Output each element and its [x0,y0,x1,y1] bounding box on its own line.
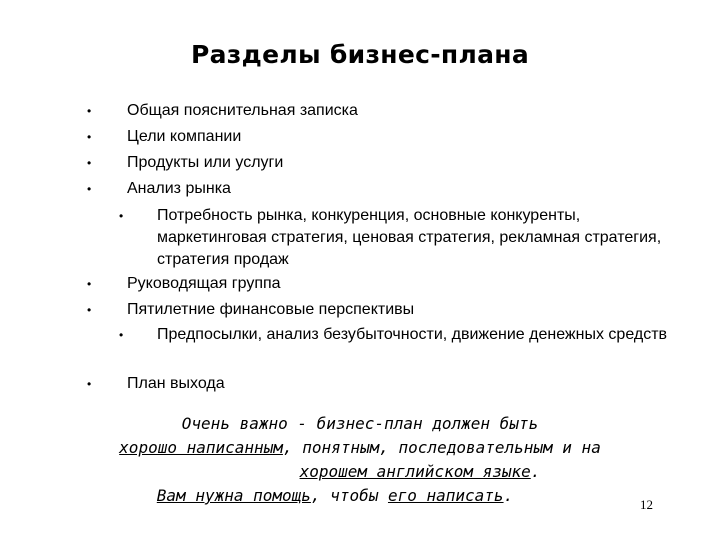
note-line [0,460,720,484]
list-item [87,373,225,395]
bullet-icon: • [87,130,92,144]
note-line [0,436,720,460]
underlined-phrase: его написать [387,486,504,505]
bullet-icon: • [87,156,92,170]
bullet-icon: • [87,277,92,291]
bullet-icon: • [87,104,92,118]
bullet-icon: • [87,182,92,196]
list-item-text: Анализ рынка [127,180,231,197]
emphasis-note [0,412,720,508]
list-item-text: Руководящая группа [127,275,281,292]
bullet-icon: • [87,377,92,391]
underlined-phrase: хорошо написанным [119,438,283,457]
list-item [87,178,231,200]
bullet-icon: • [87,303,92,317]
note-text: . [503,486,514,505]
note-line: Очень важно - бизнес-план должен быть [181,414,539,433]
note-text: . [530,462,541,481]
underlined-phrase: Вам нужна помощь [156,486,311,505]
list-item-text: Потребность рынка, конкуренция, основные конкуренты, маркетинговая стратегия, ценовая стратегия, рекламная стратегия, стратегия продаж [157,207,662,268]
list-item-text: Продукты или услуги [127,154,284,171]
bullet-icon: • [119,209,124,223]
bullet-icon: • [119,328,124,342]
list-item [87,299,415,321]
list-item [119,205,677,271]
list-item [119,324,677,346]
note-text: , понятным, последовательным и на [282,438,601,457]
list-item-text: Общая пояснительная записка [127,102,358,119]
underlined-phrase: хорошем английском языке [299,462,531,481]
page-number: 12 [640,497,653,512]
note-line [0,484,720,508]
list-item [87,152,284,174]
slide-title: Разделы бизнес-плана [190,40,529,69]
list-item-text: Цели компании [127,128,242,145]
list-item [87,126,242,148]
note-text: , чтобы [310,486,388,505]
list-item-text: Пятилетние финансовые перспективы [127,301,415,318]
list-item-text: План выхода [127,375,225,392]
list-item [87,273,281,295]
list-item [87,100,358,122]
list-item-text: Предпосылки, анализ безубыточности, движение денежных средств [157,326,668,343]
